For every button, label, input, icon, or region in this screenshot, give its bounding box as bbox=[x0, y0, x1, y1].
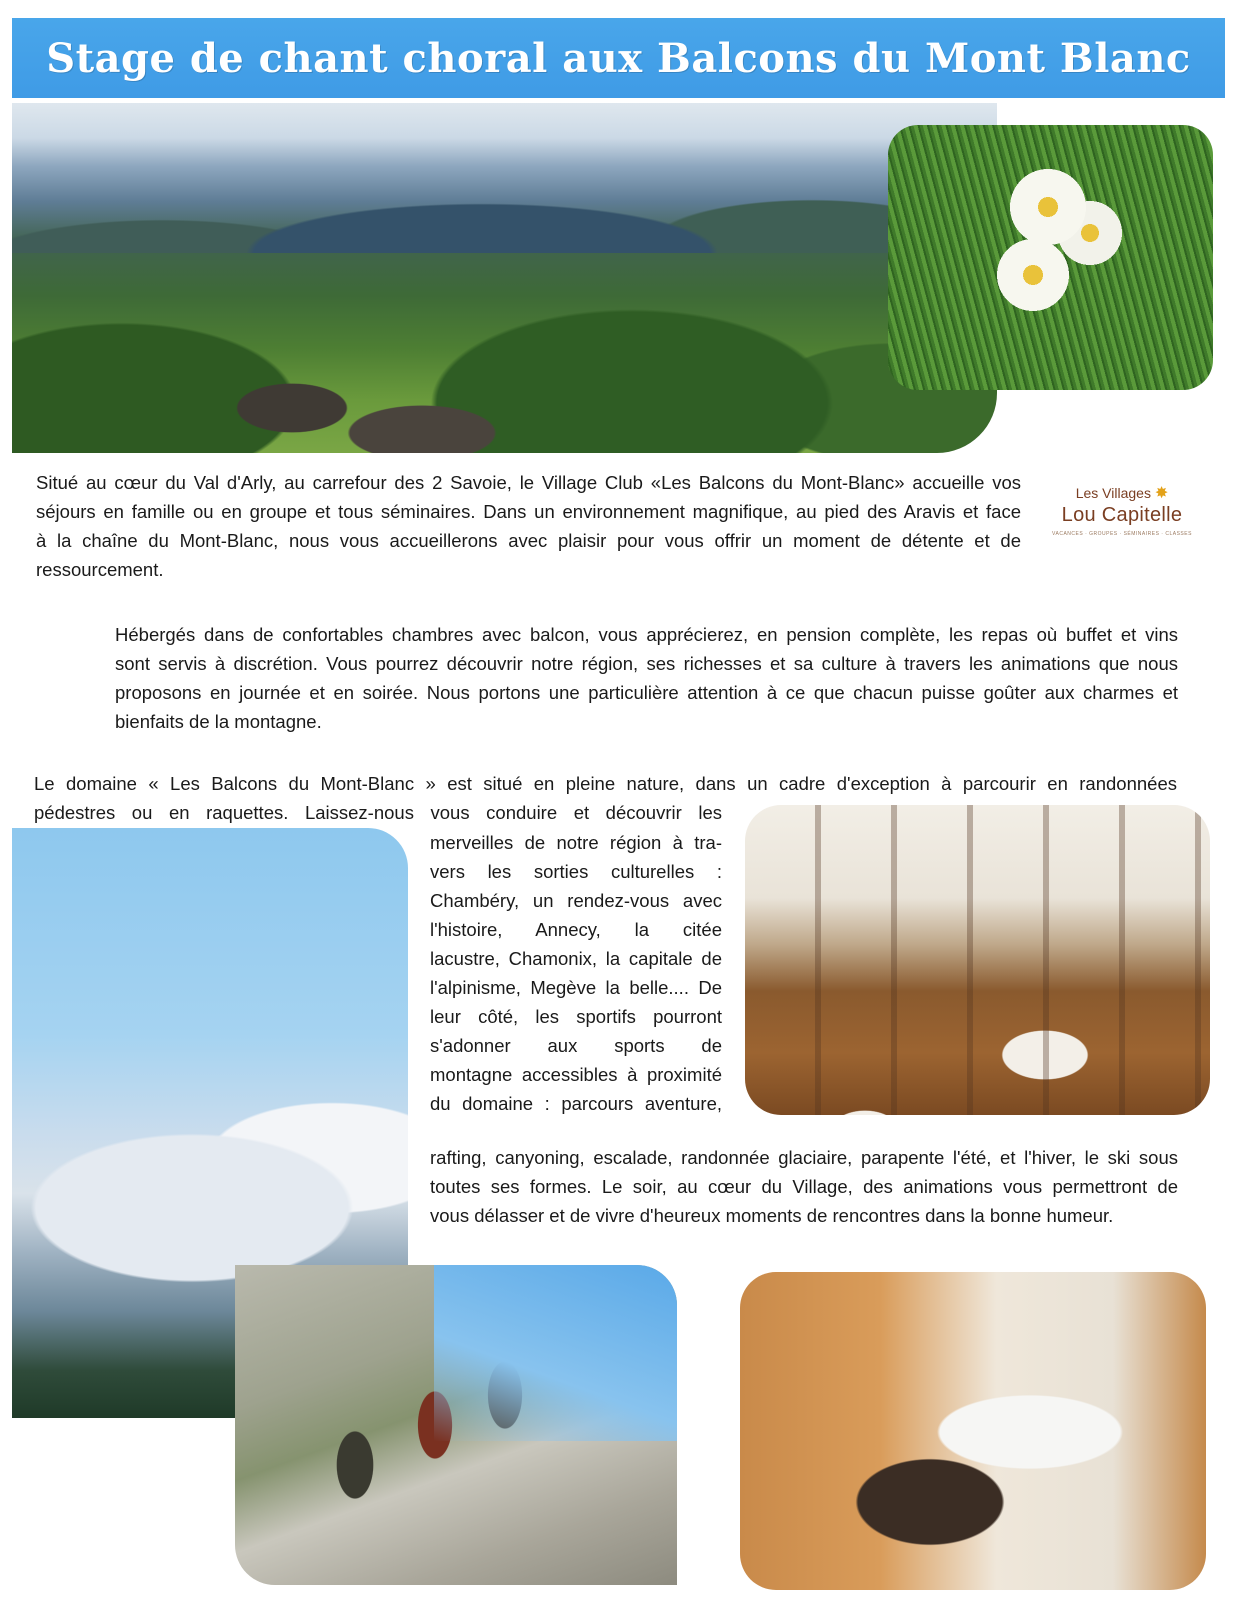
text-line: Hébergés dans de confortables chambres avec balcon, vous apprécierez, en pension complète, les repas où buffet et vins bbox=[115, 624, 1178, 645]
text-line: vers les sorties culturelles : bbox=[430, 861, 722, 882]
logo-tagline: VACANCES · GROUPES · SÉMINAIRES · CLASSES bbox=[1052, 531, 1192, 537]
logo-line-2: Lou Capitelle bbox=[1061, 504, 1183, 526]
text-line: pédestres ou en raquettes. Laissez-nous vous conduire et découvrir les bbox=[34, 802, 722, 823]
paragraph-domain-wide bbox=[430, 1143, 1178, 1230]
text-line: s'adonner aux sports de bbox=[430, 1035, 722, 1056]
text-line: à la chaîne du Mont-Blanc, nous vous accueillerons avec plaisir pour vous offrir un moment de détente et de bbox=[36, 530, 1021, 551]
star-icon: ✸ bbox=[1154, 485, 1169, 502]
paragraph-intro bbox=[36, 468, 1021, 584]
text-line: montagne accessibles à proximité bbox=[430, 1064, 722, 1085]
brand-logo bbox=[1052, 483, 1192, 545]
text-line: leur côté, les sportifs pourront bbox=[430, 1006, 722, 1027]
photo-hikers bbox=[235, 1265, 677, 1585]
text-line: Le domaine « Les Balcons du Mont-Blanc » est situé en pleine nature, dans un cadre d'exception à parcourir en randonnées bbox=[34, 773, 1177, 794]
logo-line-1: Les Villages ✸ bbox=[1075, 485, 1169, 502]
paragraph-accommodation bbox=[115, 620, 1178, 736]
text-line: bienfaits de la montagne. bbox=[115, 711, 322, 732]
text-line: sont servis à discrétion. Vous pourrez découvrir notre région, ses richesses et sa culture à travers les animations que nous bbox=[115, 653, 1178, 674]
text-line: Chambéry, un rendez-vous avec bbox=[430, 890, 722, 911]
photo-bedroom bbox=[740, 1272, 1206, 1590]
page-title: Stage de chant choral aux Balcons du Mont Blanc bbox=[46, 34, 1191, 82]
photo-white-flowers bbox=[888, 125, 1213, 390]
text-line: Situé au cœur du Val d'Arly, au carrefour des 2 Savoie, le Village Club «Les Balcons du Mont-Blanc» accueille vos bbox=[36, 472, 1021, 493]
text-line: l'histoire, Annecy, la citée bbox=[430, 919, 722, 940]
text-line: lacustre, Chamonix, la capitale de bbox=[430, 948, 722, 969]
text-line: l'alpinisme, Megève la belle.... De bbox=[430, 977, 722, 998]
photo-dining-room bbox=[745, 805, 1210, 1115]
text-line: vous délasser et de vivre d'heureux moments de rencontres dans la bonne humeur. bbox=[430, 1205, 1114, 1226]
text-line: ressourcement. bbox=[36, 559, 164, 580]
text-line: toutes ses formes. Le soir, au cœur du Village, des animations vous permettront de bbox=[430, 1176, 1178, 1197]
photo-mountain-landscape bbox=[12, 103, 997, 453]
text-line: séjours en famille ou en groupe et tous séminaires. Dans un environnement magnifique, au pied des Aravis et face bbox=[36, 501, 1021, 522]
text-line: merveilles de notre région à tra- bbox=[430, 832, 722, 853]
title-banner bbox=[12, 18, 1225, 98]
text-line: proposons en journée et en soirée. Nous portons une particulière attention à ce que chacun puisse goûter aux charmes et bbox=[115, 682, 1178, 703]
text-line: du domaine : parcours aventure, bbox=[430, 1093, 722, 1114]
text-line: rafting, canyoning, escalade, randonnée glaciaire, parapente l'été, et l'hiver, le ski sous bbox=[430, 1147, 1178, 1168]
paragraph-domain-column bbox=[430, 828, 722, 1118]
